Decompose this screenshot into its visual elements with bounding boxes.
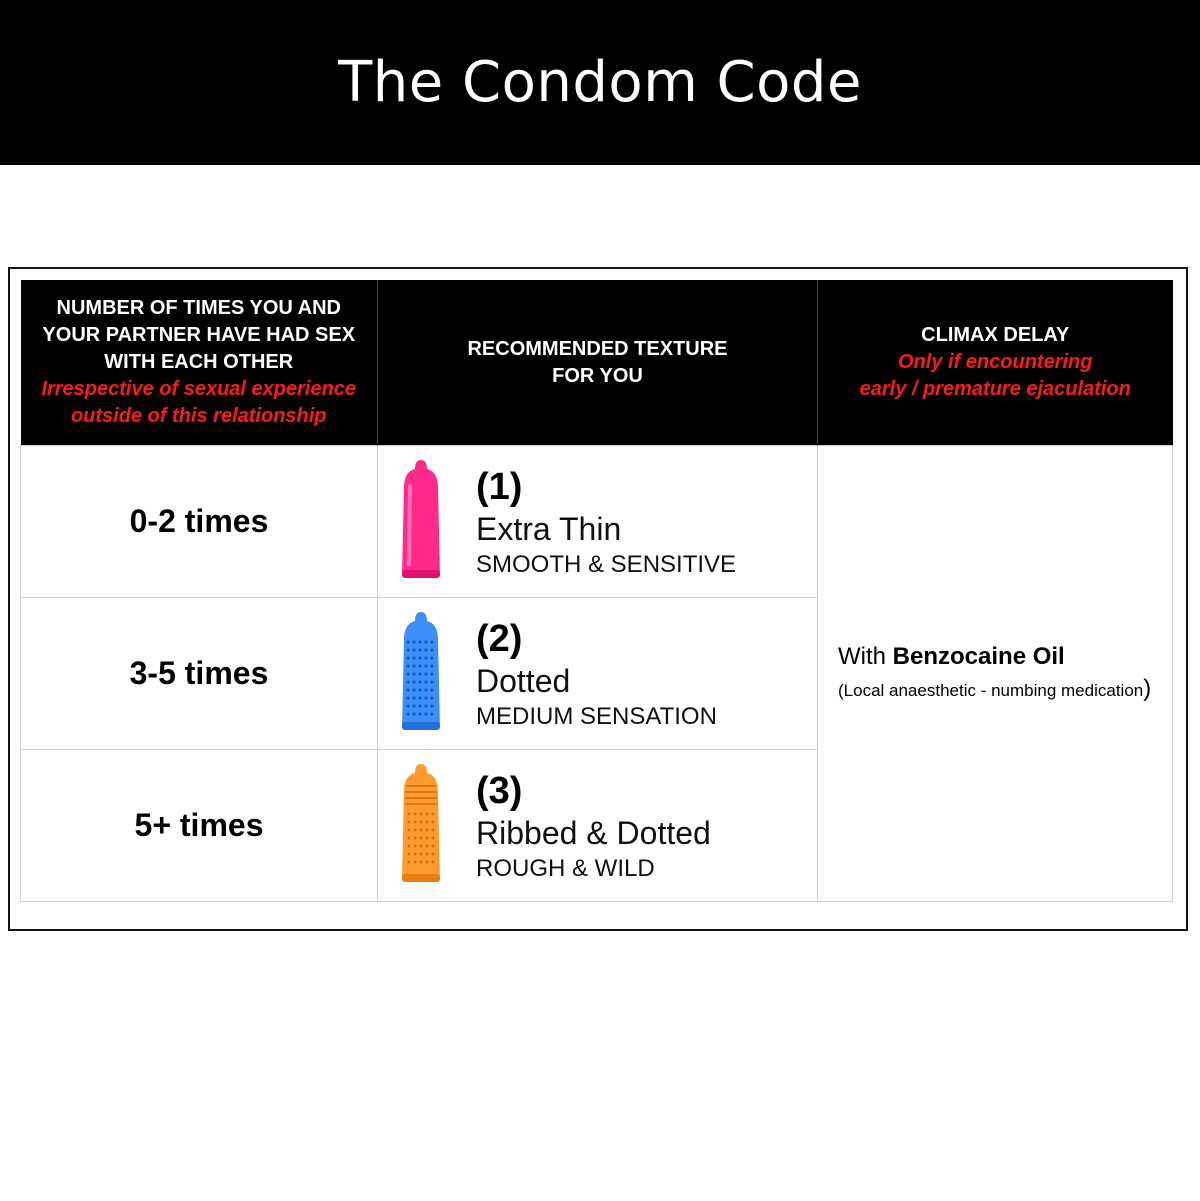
condom-code-table: [20, 280, 1173, 902]
delay-main: [838, 641, 1171, 673]
texture-description: SMOOTH & SENSITIVE: [476, 551, 737, 578]
table-row: [21, 446, 1173, 598]
texture-cell: [378, 750, 818, 902]
dotted-condom-icon: [394, 608, 448, 734]
texture-description: ROUGH & WILD: [476, 855, 655, 882]
header-row: [21, 280, 1173, 446]
delay-note: (Local anaesthetic - numbing medication: [838, 680, 1144, 700]
texture-number: (1): [476, 466, 523, 508]
texture-info: [476, 770, 711, 884]
smooth-condom-icon: [394, 456, 448, 582]
delay-note-close: ): [1143, 674, 1152, 702]
header-times-line3: WITH EACH OTHER: [104, 351, 294, 373]
texture-name: Extra Thin: [476, 511, 622, 547]
header-delay-title: CLIMAX DELAY: [921, 324, 1070, 346]
header-times-note2: outside of this relationship: [70, 405, 327, 427]
texture-name: Dotted: [476, 663, 571, 699]
texture-description: MEDIUM SENSATION: [476, 703, 717, 730]
texture-number: (2): [476, 618, 523, 660]
times-cell: 5+ times: [21, 750, 378, 902]
header-delay-note1: Only if encountering: [898, 351, 1093, 373]
texture-name: Ribbed & Dotted: [476, 815, 711, 851]
texture-info: [476, 466, 736, 580]
header-texture: [378, 280, 818, 446]
times-cell: 3-5 times: [21, 598, 378, 750]
header-times: [21, 280, 378, 446]
header-climax-delay: [818, 280, 1173, 446]
header-texture-line1: RECOMMENDED TEXTURE: [467, 337, 728, 360]
delay-product: Benzocaine Oil: [892, 642, 1065, 670]
climax-delay-cell: [818, 446, 1173, 902]
texture-cell: [378, 598, 818, 750]
header-times-line1: NUMBER OF TIMES YOU AND: [56, 297, 341, 319]
texture-number: (3): [476, 770, 523, 812]
header-times-note1: Irrespective of sexual experience: [41, 378, 357, 400]
header-times-line2: YOUR PARTNER HAVE HAD SEX: [42, 324, 356, 346]
title-banner: [0, 0, 1200, 165]
delay-prefix: With: [838, 642, 893, 670]
header-texture-line2: FOR YOU: [552, 364, 643, 387]
page-title: The Condom Code: [338, 50, 862, 115]
texture-cell: [378, 446, 818, 598]
ribbed-dotted-condom-icon: [394, 760, 448, 886]
delay-note-line: [838, 673, 1171, 707]
texture-info: [476, 618, 717, 732]
header-delay-note2: early / premature ejaculation: [859, 378, 1131, 400]
times-cell: 0-2 times: [21, 446, 378, 598]
